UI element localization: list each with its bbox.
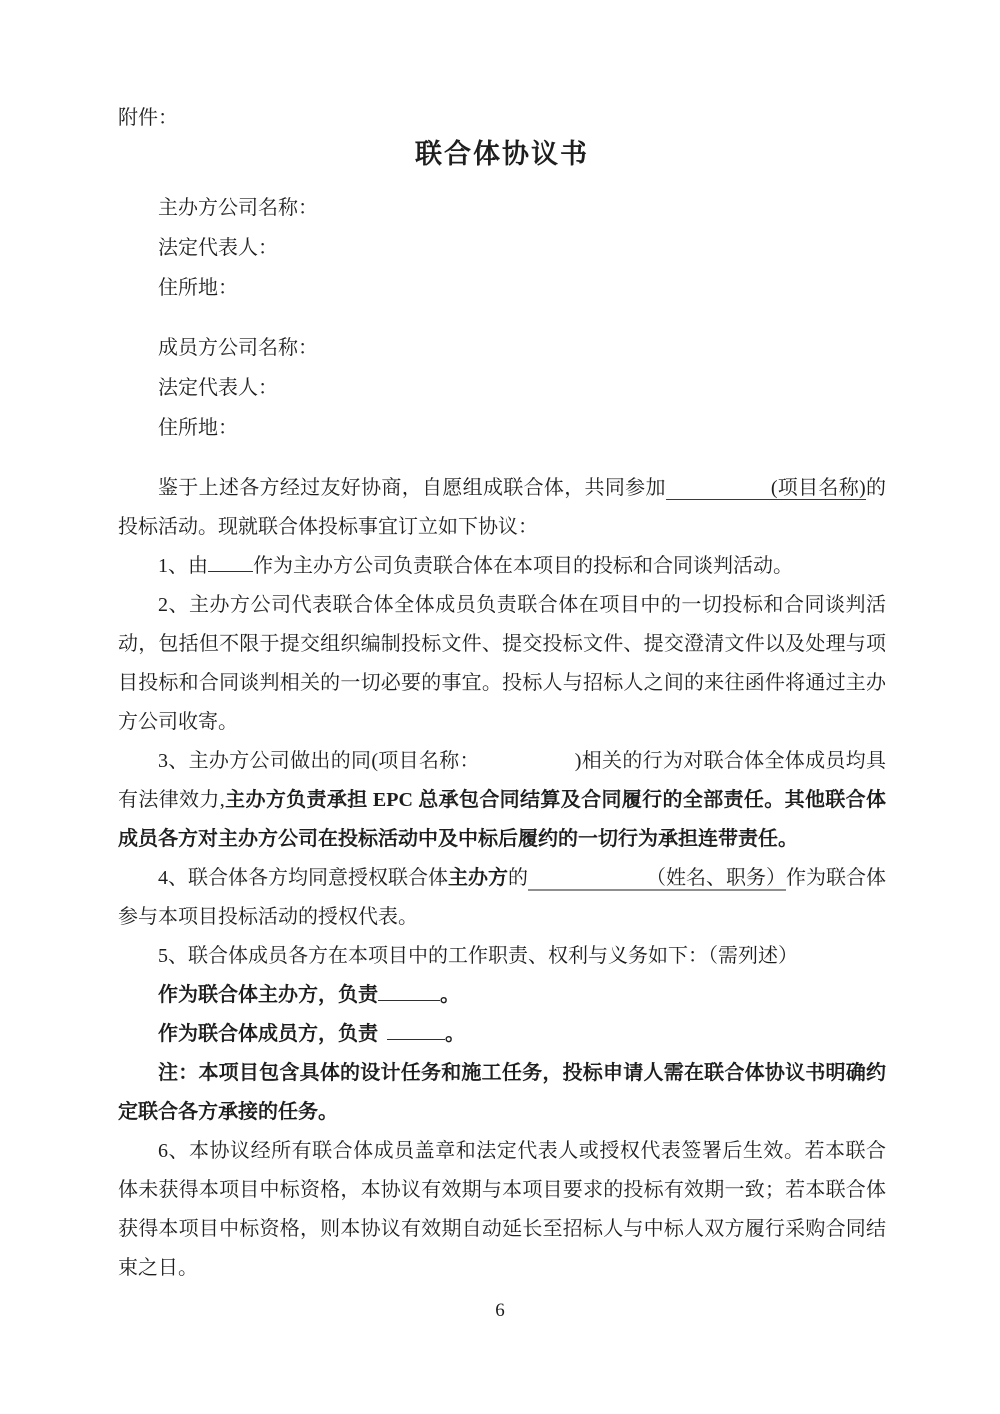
member-company-name-label: 成员方公司名称：: [158, 337, 318, 359]
host-address-label: 住所地：: [158, 277, 238, 299]
clause-4-text-3: 作为联合体参与本项目投标活动的授权代表。: [118, 867, 886, 928]
page-number: 6: [495, 1300, 505, 1321]
member-duty-end: 。: [445, 1023, 465, 1045]
host-party-block: [118, 188, 886, 308]
page-title: 联合体协议书: [415, 139, 589, 169]
clause-3-liability-bold-text: 主办方负责承担 EPC 总承包合同结算及合同履行的全部责任。其他联合体成员各方对主办方公司在投标活动中及中标后履约的一切行为承担连带责任。: [118, 789, 887, 850]
host-name-fill-blank: [208, 550, 253, 572]
representative-hint: （姓名、职务）: [646, 867, 786, 889]
host-duty-end: 。: [440, 984, 460, 1006]
clause-4: [118, 859, 886, 937]
clause-1-post: 作为主办方公司负责联合体在本项目的投标和合同谈判活动。: [253, 555, 793, 577]
host-duty-pre: 作为联合体主办方，负责: [158, 984, 378, 1006]
preamble-lead: 鉴于上述各方经过友好协商，自愿组成联合体，共同参加: [158, 477, 666, 499]
clause-5-heading: 5、联合体成员各方在本项目中的工作职责、权利与义务如下：（需列述）: [158, 945, 798, 967]
clause-5-note: 注：本项目包含具体的设计任务和施工任务，投标申请人需在联合体协议书明确约定联合各方承接的任务。: [118, 1062, 886, 1123]
clause-3-open: 3、主办方公司做出的同(项目名称：: [158, 750, 480, 772]
host-duty-line: [118, 976, 886, 1015]
clause-4-text-2: 的: [508, 867, 528, 889]
document-content: [118, 104, 886, 1288]
member-duty-line: [118, 1015, 886, 1054]
clause-1-pre: 1、由: [158, 555, 208, 577]
agreement-body: [118, 469, 886, 1288]
member-legal-rep-label: 法定代表人：: [158, 377, 278, 399]
preamble-paragraph: [118, 469, 886, 547]
preamble-tail: 的投标活动。现就联合体投标事宜订立如下协议：: [118, 477, 887, 538]
attachment-label: 附件：: [118, 107, 178, 129]
clause-3-close: )相关的行为对联合体全体成员均具有法律效力,: [118, 750, 886, 811]
clause-3-project-name-gap: [480, 747, 575, 767]
representative-blank-group: [528, 867, 786, 891]
host-company-name-label: 主办方公司名称：: [158, 197, 318, 219]
project-name-hint: (项目名称): [770, 477, 866, 499]
clause-1: [118, 547, 886, 586]
project-name-blank-group: [666, 477, 866, 500]
host-legal-rep-label: 法定代表人：: [158, 237, 278, 259]
clause-4-host-bold: 主办方: [448, 867, 508, 889]
clause-2: 2、主办方公司代表联合体全体成员负责联合体在项目中的一切投标和合同谈判活动，包括但不限于提交组织编制投标文件、提交投标文件、提交澄清文件以及处理与项目投标和合同谈判相关的一切必要的事宜。投标人与招标人之间的来往函件将通过主办方公司收寄。: [118, 594, 886, 733]
clause-6: 6、本协议经所有联合体成员盖章和法定代表人或授权代表签署后生效。若本联合体未获得本项目中标资格，本协议有效期与本项目要求的投标有效期一致；若本联合体获得本项目中标资格，则本协议有效期自动延长至招标人与中标人双方履行采购合同结束之日。: [118, 1140, 886, 1279]
representative-fill-blank: [528, 864, 646, 884]
member-duty-pre: 作为联合体成员方，负责: [158, 1023, 378, 1045]
clause-3: [118, 742, 886, 859]
host-duty-fill-blank: [378, 979, 440, 1001]
clause-4-text-1: 4、联合体各方均同意授权联合体: [158, 867, 448, 889]
member-address-label: 住所地：: [158, 417, 238, 439]
member-party-block: [118, 328, 886, 448]
member-duty-fill-blank: [387, 1018, 445, 1040]
project-name-fill-blank: [666, 474, 771, 494]
